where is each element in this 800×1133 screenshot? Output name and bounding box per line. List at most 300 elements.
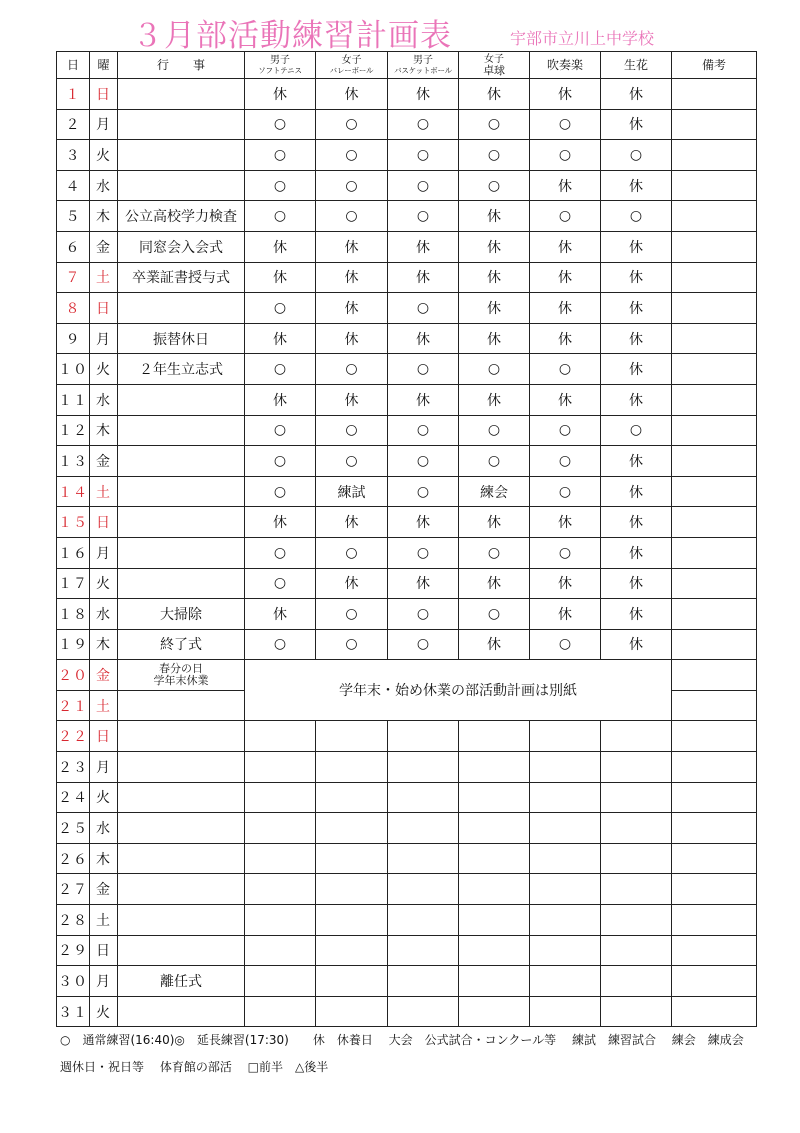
table-row (57, 262, 757, 293)
day-cell: １９ (57, 629, 90, 660)
status-cell: 休 (530, 79, 601, 110)
header-notes: 備考 (672, 52, 757, 79)
event-cell (118, 813, 245, 844)
table-row (57, 231, 757, 262)
dow-cell: 水 (90, 170, 118, 201)
notes-cell (672, 446, 757, 477)
status-cell: ○ (459, 170, 530, 201)
status-cell (530, 996, 601, 1027)
table-row (57, 660, 757, 691)
table-row (57, 537, 757, 568)
status-cell: 休 (245, 231, 316, 262)
status-cell (601, 905, 672, 936)
status-cell: ○ (245, 140, 316, 171)
status-cell (459, 905, 530, 936)
table-row (57, 170, 757, 201)
notes-cell (672, 109, 757, 140)
status-cell: 休 (601, 384, 672, 415)
status-cell: ○ (316, 140, 388, 171)
notes-cell (672, 293, 757, 324)
status-cell (530, 721, 601, 752)
day-cell: １８ (57, 599, 90, 630)
status-cell: ○ (459, 140, 530, 171)
status-cell (245, 905, 316, 936)
status-cell (316, 966, 388, 997)
notes-cell (672, 323, 757, 354)
notes-cell (672, 874, 757, 905)
status-cell: 休 (459, 293, 530, 324)
dow-cell: 月 (90, 323, 118, 354)
status-cell (530, 935, 601, 966)
notes-cell (672, 660, 757, 691)
event-cell (118, 507, 245, 538)
status-cell (388, 935, 459, 966)
event-cell (118, 782, 245, 813)
header-club-table-tennis: 女子 卓球 (459, 52, 530, 79)
status-cell: ○ (601, 201, 672, 232)
status-cell: 休 (459, 507, 530, 538)
dow-cell: 金 (90, 446, 118, 477)
status-cell: 休 (601, 262, 672, 293)
status-cell (388, 843, 459, 874)
status-cell (459, 996, 530, 1027)
day-cell: １６ (57, 537, 90, 568)
status-cell: ○ (388, 537, 459, 568)
notes-cell (672, 935, 757, 966)
day-cell: １５ (57, 507, 90, 538)
table-row (57, 905, 757, 936)
status-cell: 休 (601, 446, 672, 477)
header-club-brass-band: 吹奏楽 (530, 52, 601, 79)
notes-cell (672, 996, 757, 1027)
event-cell (118, 109, 245, 140)
event-cell: 振替休日 (118, 323, 245, 354)
table-row (57, 354, 757, 385)
status-cell: 休 (316, 262, 388, 293)
status-cell: ○ (530, 201, 601, 232)
status-cell: ○ (388, 354, 459, 385)
status-cell (388, 752, 459, 783)
notes-cell (672, 354, 757, 385)
event-cell (118, 690, 245, 721)
event-cell (118, 293, 245, 324)
status-cell: ○ (459, 109, 530, 140)
status-cell (530, 752, 601, 783)
notes-cell (672, 170, 757, 201)
table-row (57, 782, 757, 813)
table-row (57, 323, 757, 354)
status-cell: ○ (245, 629, 316, 660)
event-cell (118, 79, 245, 110)
event-cell (118, 752, 245, 783)
dow-cell: 水 (90, 599, 118, 630)
status-cell: ○ (530, 415, 601, 446)
status-cell (601, 782, 672, 813)
legend-line-2: 週休日・祝日等 体育館の部活 □前半 △後半 (60, 1060, 329, 1074)
day-cell: １０ (57, 354, 90, 385)
dow-cell: 日 (90, 935, 118, 966)
status-cell: ○ (388, 293, 459, 324)
event-cell: ２年生立志式 (118, 354, 245, 385)
header-day: 日 (57, 52, 90, 79)
status-cell (388, 966, 459, 997)
event-cell (118, 384, 245, 415)
dow-cell: 土 (90, 476, 118, 507)
status-cell: 休 (459, 629, 530, 660)
table-row (57, 446, 757, 477)
event-line: 春分の日 (159, 662, 203, 676)
day-cell: ７ (57, 262, 90, 293)
event-cell (118, 905, 245, 936)
school-name: 宇部市立川上中学校 (510, 29, 655, 48)
event-cell: 同窓会入会式 (118, 231, 245, 262)
dow-cell: 火 (90, 568, 118, 599)
status-cell: 休 (601, 568, 672, 599)
event-cell (118, 415, 245, 446)
day-cell: １７ (57, 568, 90, 599)
notes-cell (672, 568, 757, 599)
status-cell (601, 996, 672, 1027)
dow-cell: 水 (90, 384, 118, 415)
day-cell: ９ (57, 323, 90, 354)
status-cell: ○ (459, 599, 530, 630)
status-cell: 休 (530, 293, 601, 324)
notes-cell (672, 537, 757, 568)
event-cell: 離任式 (118, 966, 245, 997)
status-cell: ○ (388, 629, 459, 660)
status-cell: ○ (530, 354, 601, 385)
status-cell: ○ (245, 201, 316, 232)
dow-cell: 金 (90, 874, 118, 905)
status-cell: ○ (530, 476, 601, 507)
status-cell: ○ (316, 629, 388, 660)
event-cell (118, 721, 245, 752)
status-cell: ○ (316, 599, 388, 630)
status-cell (388, 782, 459, 813)
dow-cell: 火 (90, 996, 118, 1027)
status-cell: 休 (316, 323, 388, 354)
notes-cell (672, 690, 757, 721)
status-cell: 休 (601, 599, 672, 630)
status-cell: 休 (316, 568, 388, 599)
header-event: 行 事 (118, 52, 245, 79)
dow-cell: 火 (90, 140, 118, 171)
status-cell: ○ (245, 354, 316, 385)
day-cell: ２７ (57, 874, 90, 905)
status-cell (316, 874, 388, 905)
dow-cell: 金 (90, 231, 118, 262)
status-cell (245, 782, 316, 813)
status-cell (316, 905, 388, 936)
table-row (57, 935, 757, 966)
dow-cell: 木 (90, 415, 118, 446)
event-cell (118, 446, 245, 477)
status-cell (601, 752, 672, 783)
status-cell: 休 (530, 599, 601, 630)
event-cell (118, 537, 245, 568)
vacation-note-cell: 学年末・始め休業の部活動計画は別紙 (245, 660, 672, 721)
status-cell (459, 843, 530, 874)
status-cell: 休 (601, 231, 672, 262)
status-cell: ○ (459, 537, 530, 568)
status-cell (388, 996, 459, 1027)
status-cell: 休 (388, 568, 459, 599)
status-cell (245, 966, 316, 997)
status-cell: ○ (459, 354, 530, 385)
status-cell: ○ (316, 446, 388, 477)
status-cell: ○ (388, 201, 459, 232)
dow-cell: 月 (90, 537, 118, 568)
day-cell: ２６ (57, 843, 90, 874)
notes-cell (672, 262, 757, 293)
status-cell: ○ (459, 415, 530, 446)
status-cell: ○ (388, 140, 459, 171)
table-row (57, 140, 757, 171)
event-cell (118, 874, 245, 905)
table-row (57, 996, 757, 1027)
event-cell (118, 660, 245, 691)
day-cell: ６ (57, 231, 90, 262)
status-cell: ○ (245, 476, 316, 507)
status-cell (245, 813, 316, 844)
notes-cell (672, 384, 757, 415)
status-cell (459, 813, 530, 844)
dow-cell: 火 (90, 782, 118, 813)
status-cell (245, 843, 316, 874)
status-cell: ○ (530, 446, 601, 477)
event-cell: 公立高校学力検査 (118, 201, 245, 232)
header-club-volleyball: 女子 バレーボール (316, 52, 388, 79)
status-cell: ○ (245, 537, 316, 568)
status-cell: 休 (601, 629, 672, 660)
status-cell: ○ (316, 354, 388, 385)
status-cell: 休 (316, 293, 388, 324)
status-cell: ○ (601, 415, 672, 446)
event-cell: 終了式 (118, 629, 245, 660)
status-cell: ○ (530, 537, 601, 568)
status-cell (530, 782, 601, 813)
table-row (57, 507, 757, 538)
status-cell: 休 (530, 568, 601, 599)
status-cell: 休 (601, 323, 672, 354)
table-row (57, 293, 757, 324)
status-cell: 休 (459, 79, 530, 110)
practice-schedule-table (56, 51, 757, 1027)
table-row (57, 721, 757, 752)
status-cell: 休 (388, 507, 459, 538)
status-cell (601, 935, 672, 966)
status-cell (459, 935, 530, 966)
status-cell (601, 813, 672, 844)
notes-cell (672, 599, 757, 630)
dow-cell: 日 (90, 293, 118, 324)
status-cell (316, 996, 388, 1027)
event-cell (118, 996, 245, 1027)
notes-cell (672, 966, 757, 997)
status-cell: ○ (245, 170, 316, 201)
dow-cell: 日 (90, 721, 118, 752)
status-cell: 休 (459, 262, 530, 293)
notes-cell (672, 476, 757, 507)
status-cell (245, 935, 316, 966)
notes-cell (672, 782, 757, 813)
status-cell (245, 874, 316, 905)
table-row (57, 752, 757, 783)
table-row (57, 568, 757, 599)
day-cell: ２２ (57, 721, 90, 752)
status-cell: ○ (245, 446, 316, 477)
event-cell (118, 170, 245, 201)
table-row (57, 813, 757, 844)
status-cell: 休 (601, 476, 672, 507)
status-cell: ○ (459, 446, 530, 477)
status-cell: ○ (388, 109, 459, 140)
day-cell: ２ (57, 109, 90, 140)
header-dow: 曜 (90, 52, 118, 79)
notes-cell (672, 140, 757, 171)
day-cell: ８ (57, 293, 90, 324)
notes-cell (672, 843, 757, 874)
day-cell: ５ (57, 201, 90, 232)
header-row (57, 52, 757, 79)
table-row (57, 79, 757, 110)
status-cell: 休 (601, 354, 672, 385)
status-cell (530, 843, 601, 874)
status-cell (459, 752, 530, 783)
status-cell: ○ (530, 140, 601, 171)
header-club-ikebana: 生花 (601, 52, 672, 79)
status-cell (388, 874, 459, 905)
status-cell (459, 874, 530, 905)
dow-cell: 日 (90, 79, 118, 110)
status-cell: ○ (388, 415, 459, 446)
notes-cell (672, 721, 757, 752)
dow-cell: 木 (90, 629, 118, 660)
status-cell (601, 721, 672, 752)
status-cell (601, 843, 672, 874)
dow-cell: 土 (90, 690, 118, 721)
dow-cell: 金 (90, 660, 118, 691)
status-cell (245, 996, 316, 1027)
status-cell: 休 (601, 293, 672, 324)
day-cell: １１ (57, 384, 90, 415)
day-cell: ２５ (57, 813, 90, 844)
event-cell (118, 140, 245, 171)
status-cell: ○ (316, 170, 388, 201)
status-cell (601, 874, 672, 905)
notes-cell (672, 79, 757, 110)
status-cell: 休 (530, 262, 601, 293)
schedule-body (57, 79, 757, 1027)
status-cell: 休 (245, 323, 316, 354)
status-cell: 休 (245, 262, 316, 293)
day-cell: ２０ (57, 660, 90, 691)
dow-cell: 火 (90, 354, 118, 385)
status-cell (388, 813, 459, 844)
status-cell: 休 (459, 384, 530, 415)
dow-cell: 水 (90, 813, 118, 844)
status-cell: ○ (316, 415, 388, 446)
table-row (57, 109, 757, 140)
notes-cell (672, 201, 757, 232)
status-cell: 練会 (459, 476, 530, 507)
status-cell: 休 (459, 231, 530, 262)
event-cell (118, 843, 245, 874)
notes-cell (672, 813, 757, 844)
table-row (57, 843, 757, 874)
status-cell (530, 813, 601, 844)
status-cell: ○ (245, 568, 316, 599)
status-cell: 休 (601, 79, 672, 110)
status-cell (316, 935, 388, 966)
status-cell (245, 721, 316, 752)
notes-cell (672, 231, 757, 262)
status-cell: 休 (245, 507, 316, 538)
table-row (57, 629, 757, 660)
status-cell: 休 (601, 507, 672, 538)
status-cell (316, 843, 388, 874)
event-cell (118, 935, 245, 966)
status-cell: 休 (459, 568, 530, 599)
status-cell: 休 (601, 537, 672, 568)
notes-cell (672, 905, 757, 936)
status-cell (316, 813, 388, 844)
status-cell: ○ (388, 476, 459, 507)
table-row (57, 599, 757, 630)
status-cell (530, 874, 601, 905)
status-cell: 休 (388, 79, 459, 110)
status-cell: 休 (316, 231, 388, 262)
status-cell (316, 721, 388, 752)
dow-cell: 日 (90, 507, 118, 538)
status-cell: 休 (530, 507, 601, 538)
status-cell (459, 782, 530, 813)
table-row (57, 874, 757, 905)
day-cell: ３ (57, 140, 90, 171)
legend-line-1: ○ 通常練習(16:40)◎ 延長練習(17:30) 休 休養日 大会 公式試合・コンクール等 練試 練習試合 練会 練成会 (60, 1033, 744, 1047)
notes-cell (672, 507, 757, 538)
status-cell: 休 (245, 599, 316, 630)
status-cell: 休 (245, 79, 316, 110)
status-cell (316, 782, 388, 813)
day-cell: ３０ (57, 966, 90, 997)
dow-cell: 月 (90, 109, 118, 140)
status-cell: 休 (530, 323, 601, 354)
event-cell: 大掃除 (118, 599, 245, 630)
status-cell: ○ (388, 170, 459, 201)
day-cell: ３１ (57, 996, 90, 1027)
status-cell (530, 966, 601, 997)
event-cell (118, 476, 245, 507)
table-row (57, 201, 757, 232)
notes-cell (672, 629, 757, 660)
status-cell: 休 (459, 201, 530, 232)
dow-cell: 月 (90, 752, 118, 783)
status-cell: 休 (601, 109, 672, 140)
day-cell: ２４ (57, 782, 90, 813)
day-cell: １４ (57, 476, 90, 507)
status-cell: 休 (316, 507, 388, 538)
event-cell: 卒業証書授与式 (118, 262, 245, 293)
status-cell: ○ (530, 109, 601, 140)
day-cell: １ (57, 79, 90, 110)
status-cell: 練試 (316, 476, 388, 507)
status-cell: ○ (388, 599, 459, 630)
day-cell: ２９ (57, 935, 90, 966)
status-cell: 休 (459, 323, 530, 354)
status-cell (530, 905, 601, 936)
header-club-basketball: 男子 バスケットボール (388, 52, 459, 79)
